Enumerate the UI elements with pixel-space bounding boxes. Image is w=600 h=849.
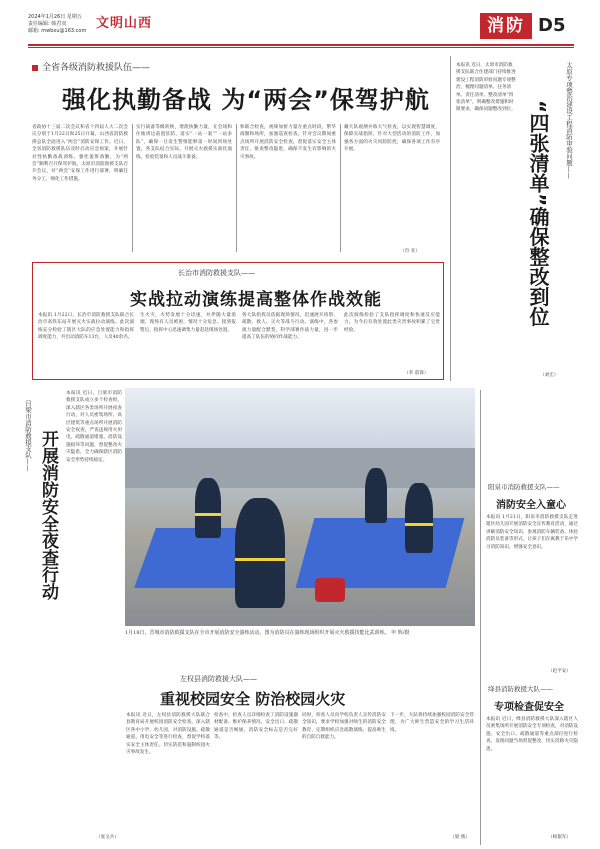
boxed-headline: 实战拉动演练提高整体作战效能 <box>130 290 382 310</box>
news-photo <box>125 388 475 626</box>
photo-firefighter <box>365 468 387 523</box>
photo-firefighter <box>405 483 433 553</box>
header-date: 2024年1月26日 星期五 <box>28 14 82 20</box>
lead-column-2: 实行战备等级转换，增派执勤力量，在会场和住地周边前置驻防，落实“一站一案”“一站多队”，确保一旦发生警情能够第一时间到场处置。各支队结合实际，开展灭火救援实战化演练，检验装备和人员战斗准备。 <box>136 125 232 160</box>
right-story-body: 本报讯 近日，太原市消防救援支队联合住建部门持续推进建设工程消防审验问题专项整治，梳理问题清单、任务清单、责任清单、整改清单“四张清单”，明确整改措施和时限要求，确保问题整改到位。 <box>456 63 516 113</box>
right-lower-headline: 专项检查促安全 <box>494 702 564 713</box>
header-rule-thin <box>28 47 574 48</box>
left-story-kicker: 吕梁市消防救援支队—— <box>24 400 32 472</box>
photo-building <box>125 448 475 488</box>
right-upper-kicker: 阳泉市消防救援支队—— <box>488 483 560 491</box>
bottom-left-column-4: 下一步，大队将持续加强校园消防安全管理，为广大师生营造安全的学习生活环境。 <box>390 713 474 733</box>
photo-reflective-stripe <box>195 513 221 516</box>
photo-credit: 申 辉/摄 <box>391 630 410 636</box>
right-upper-author: （赵平安） <box>548 669 571 674</box>
photo-firefighter <box>235 498 285 608</box>
boxed-author: （李 前锋） <box>404 371 429 376</box>
header-editor: 责任编辑: 韩君双 <box>28 21 67 27</box>
right-upper-body: 本报讯 1月21日，阳泉市消防救援支队走进辖区幼儿园开展消防安全宣传教育活动，通过讲解消防安全知识、参观消防车辆装备、体验消防员装备等形式，让孩子们在寓教于乐中学习消防知识，增强安全意识。 <box>486 515 578 550</box>
bottom-left-column-2: 检查中，检查人员详细检查了消防设施器材配备、维护保养情况，安全出口、疏散通道是否畅通，消防安全标志是否完好等。 <box>214 713 298 741</box>
lead-kicker-text: 全省各级消防救援队伍—— <box>42 63 151 73</box>
boxed-column-3: 各大队指挥员依据现场情况，迅速展开侦察、疏散、救人、灭火等战斗行动。演练中，各参演力量配合默契，科学部署作战力量，进一步提高了队伍的协同作战能力。 <box>242 313 338 341</box>
photo-caption-text: 1月18日，晋城市消防救援支队在全市开展消防安全演练活动。图为消防员在演练现场组织开展灭火救援技能比武训练。 <box>125 630 390 636</box>
right-story-kicker: 太原专项整治建设工程消防审验问题—— <box>565 62 573 179</box>
right-upper-headline: 消防安全入童心 <box>496 500 566 511</box>
header-email: 邮箱: mwbxu@163.com <box>28 28 87 34</box>
lead-author: （肖 亚） <box>400 249 420 254</box>
photo-red-helmet <box>315 578 345 602</box>
lead-headline: 强化执勤备战 为“两会”保驾护航 <box>62 86 430 114</box>
column-divider <box>450 56 451 381</box>
page-header <box>0 0 600 48</box>
bottom-left-kicker: 左权县消防救援大队—— <box>180 675 257 683</box>
header-meta <box>28 14 86 35</box>
bottom-left-author: （梁 燕） <box>450 835 470 840</box>
left-story-body-continued <box>32 628 122 778</box>
boxed-column-1: 本报讯 1月22日，长治市消防救援支队联合长治市高铁东站开展灭火实战拉动演练。此次演练充分检验了辖区大队的应急处置能力和指挥调度能力，共出动消防车13台，人员40余名。 <box>38 313 134 341</box>
section-badge: 消防 <box>480 13 532 39</box>
header-rule <box>28 44 574 46</box>
left-story-headline: 开展消防安全夜查行动 <box>38 430 58 600</box>
column-divider <box>480 390 481 845</box>
photo-caption <box>125 630 475 638</box>
photo-firefighter <box>195 478 221 538</box>
column-divider <box>340 124 341 252</box>
bottom-left-column-1: 本报讯 近日，左权县消防救援大队联合县教育局开展校园消防安全检查，深入辖区各中小学、幼儿园，对消防设施、疏散通道、用电安全等进行检查，督促学校落实安全主体责任，切实防范和遏制校园火灾事故发生。 <box>126 713 210 756</box>
right-lower-body: 本报讯 近日，绛县消防救援大队深入辖区人员密集场所开展消防安全专项检查，对消防设施、安全出口、疏散通道等重点部位进行检查，发现问题当场督促整改，切实消除火灾隐患。 <box>486 717 578 752</box>
lead-column-4: 戴大队观测并练大气检查，以实现智慧调度，保障实战指挥，针对大型活动的消防工作，加强各方面的火灾风险防控，确保各项工作有序开展。 <box>344 125 440 153</box>
page-number: D5 <box>538 15 566 36</box>
boxed-column-2: 生火灾，火势发展十分迅速，并伴随大量浓烟，现场有人员被困，情况十分危急。接到报警后，指挥中心迅速调集力量赶赴现场处置。 <box>140 313 236 333</box>
right-story-author: （刘宏） <box>540 373 559 378</box>
photo-reflective-stripe <box>235 558 285 561</box>
lead-kicker <box>32 60 150 73</box>
right-lower-kicker: 绛县消防救援大队—— <box>488 685 553 693</box>
bottom-left-column-3: 同时，检查人员向学校负责人宣传消防安全知识，要求学校加强对师生的消防安全教育，定期组织应急疏散演练，提高师生的自防自救能力。 <box>302 713 386 741</box>
column-divider <box>132 124 133 252</box>
boxed-column-4: 此次演练检验了支队指挥调度和快速反应能力，为今后有效处置此类灾害事故积累了宝贵经验。 <box>344 313 440 333</box>
kicker-square-icon <box>32 65 38 71</box>
lead-column-1: 省政协十三届二次会议和省十四届人大二次会议分别于1月22日和25日开幕，山西省消防救援总队全面进入“两会”消防安保工作。近日，全省消防救援队伍及时启动应急预案，开展针对性执勤备战训练，强化值班备勤，为“两会”顺利召开保驾护航。太原市消防救援支队召开会议，对“两会”安保工作进行部署，明确任务分工，细化工作措施。 <box>32 125 128 182</box>
left-story-author: （张文兵） <box>96 835 119 840</box>
boxed-kicker: 长治市消防救援支队—— <box>178 269 255 277</box>
newspaper-logo: 文明山西 <box>96 16 153 31</box>
photo-reflective-stripe <box>405 523 433 526</box>
right-lower-author: （杨银军） <box>548 835 571 840</box>
column-divider <box>236 124 237 252</box>
lead-column-3: 和联合检查，视频加密力量在重点时段，繁华商圈和场所，加强巡查检查。针对会议期间重点场所开展消防安全检查，督促落实安全主体责任，排查整改隐患，确保不发生有影响的火灾事故。 <box>240 125 336 160</box>
right-story-headline: “四张清单”确保整改到位 <box>526 100 550 327</box>
bottom-left-headline: 重视校园安全 防治校园火灾 <box>160 690 346 708</box>
left-story-body: 本报讯 近日，吕梁市消防救援支队成立多个检查组，深入辖区各类场所开展夜查行动，对人员密集场所、高层建筑等重点场所开展消防安全夜查，严查违规用火用电、疏散通道堵塞、消防设施损坏等问题，督促整改火灾隐患，全力确保辖区消防安全形势持续稳定。 <box>66 391 122 463</box>
